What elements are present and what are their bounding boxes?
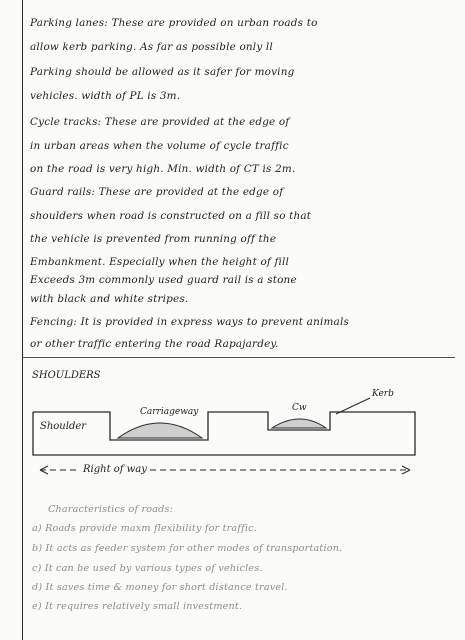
parking-line-4: vehicles. width of PL is 3m. <box>30 90 181 102</box>
guard-line-5: Exceeds 3m commonly used guard rail is a stone <box>30 274 297 286</box>
fencing-line-1: Fencing: It is provided in express ways to prevent animals <box>30 316 349 328</box>
characteristic-c: c) It can be used by various types of vehicles. <box>32 563 263 574</box>
parking-line-3: Parking should be allowed as it safer for moving <box>30 66 295 78</box>
guard-line-1: Guard rails: These are provided at the edge of <box>30 186 284 198</box>
guard-line-3: the vehicle is prevented from running off the <box>30 233 277 245</box>
shoulders-heading: SHOULDERS <box>32 370 101 381</box>
characteristic-d: d) It saves time & money for short distance travel. <box>32 582 288 593</box>
kerb-label: Kerb <box>372 389 394 399</box>
road-base-outline <box>33 412 415 455</box>
characteristic-a: a) Roads provide maxm flexibility for traffic. <box>32 523 257 534</box>
fencing-line-2: or other traffic entering the road Rapajardey. <box>30 338 279 350</box>
guard-line-2: shoulders when road is constructed on a fill so that <box>30 210 312 222</box>
carriageway-label: Carriageway <box>140 407 199 417</box>
cw-label: Cw <box>292 403 307 413</box>
shoulder-label: Shoulder <box>40 421 87 432</box>
guard-line-4: Embankment. Especially when the height of fill <box>30 256 290 268</box>
characteristic-b: b) It acts as feeder system for other modes of transportation. <box>32 543 343 554</box>
cycle-line-2: in urban areas when the volume of cycle traffic <box>30 140 289 152</box>
characteristic-e: e) It requires relatively small investment. <box>32 601 243 612</box>
parking-line-2: allow kerb parking. As far as possible only ll <box>30 41 273 53</box>
guard-line-6: with black and white stripes. <box>30 293 189 305</box>
cycle-line-1: Cycle tracks: These are provided at the edge of <box>30 116 290 128</box>
characteristics-heading: Characteristics of roads: <box>48 504 174 515</box>
right-of-way-label: Right of way <box>80 464 150 475</box>
parking-line-1: Parking lanes: These are provided on urban roads to <box>30 17 318 29</box>
cycle-line-3: on the road is very high. Min. width of CT is 2m. <box>30 163 296 175</box>
carriageway-camber <box>118 423 202 438</box>
cw-camber <box>272 419 326 428</box>
